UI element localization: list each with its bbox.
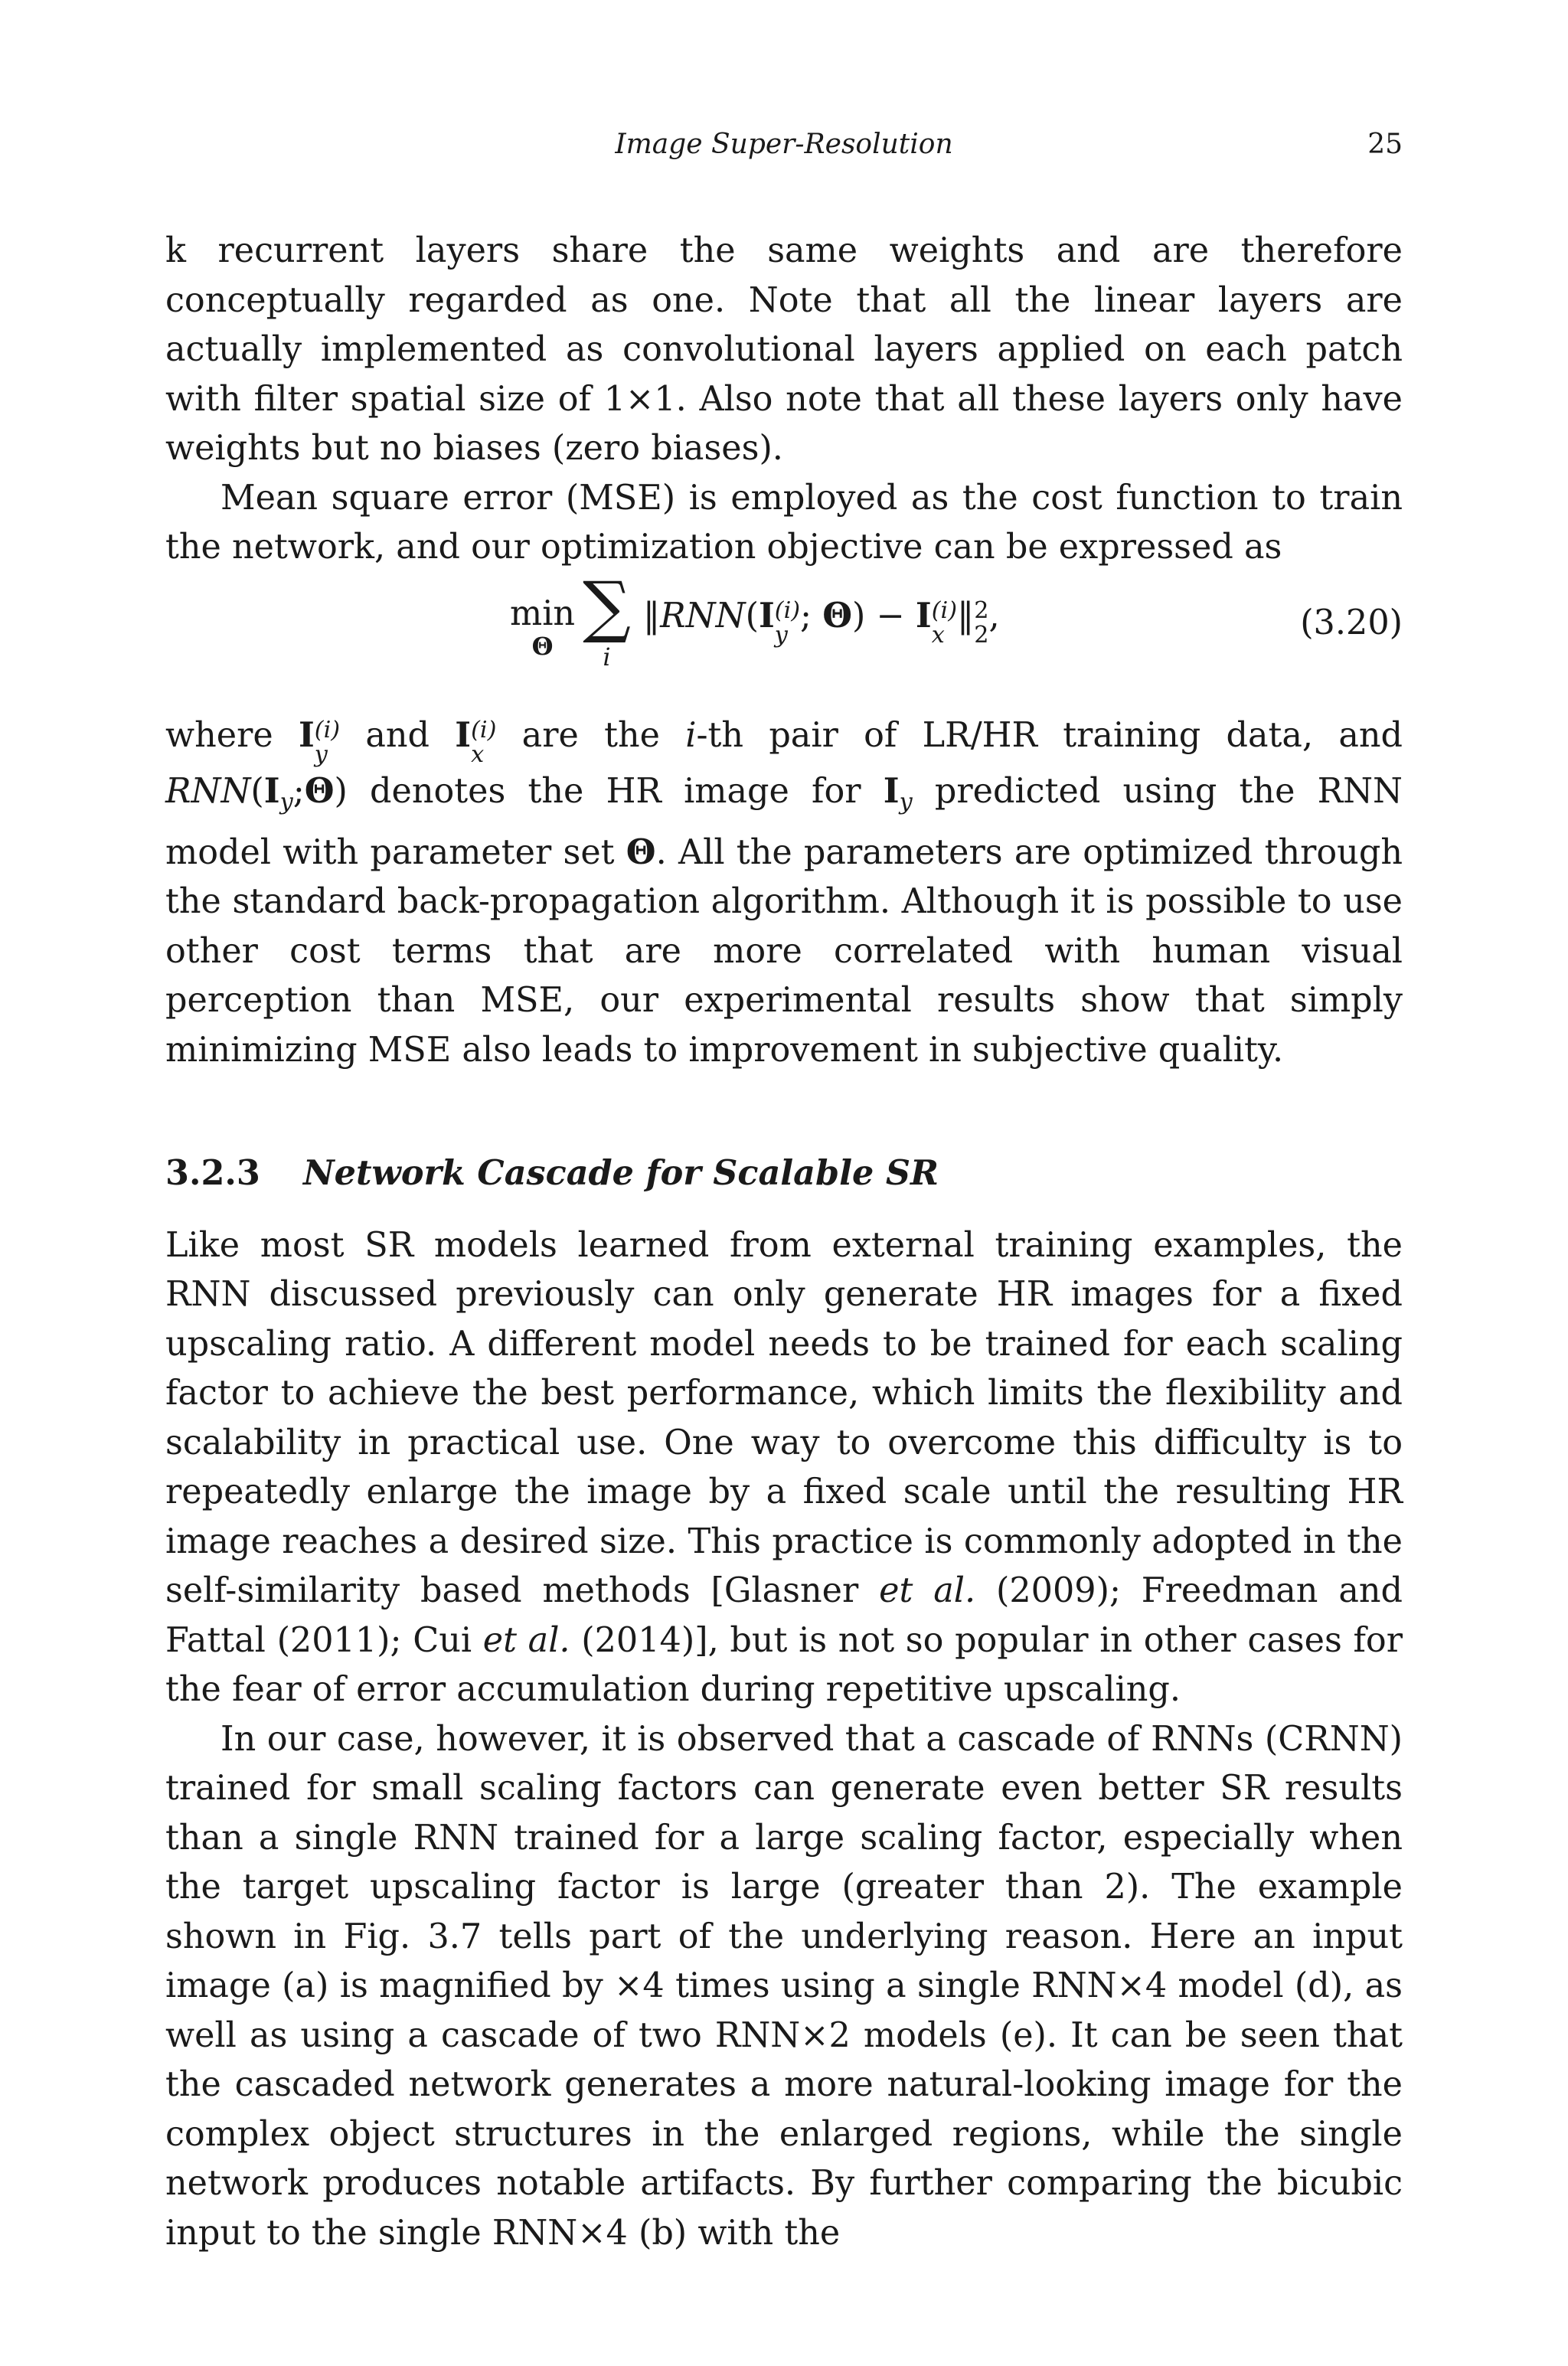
equation-number: (3.20) <box>1300 603 1403 642</box>
page-number: 25 <box>1367 129 1403 160</box>
sum-operator: ∑ i <box>583 566 631 672</box>
page-body <box>165 227 1403 2258</box>
equation-3-20 <box>165 566 1403 711</box>
running-header <box>165 129 1403 172</box>
section-title: Network Cascade for Scalable SR <box>303 1153 939 1194</box>
paragraph-4: Like most SR models learned from external training examples, the RNN discussed previously can only generate HR images for a fixed upscaling ratio. A different model needs to be trained for each scaling factor to achieve the best performance, which limits the flexibility and scalability in practical use. One way to overcome this difficulty is to repeatedly enlarge the image by a fixed scale until the resulting HR image reaches a desired size. This practice is commonly adopted in the self-similarity based methods [Glasner et al. (2009); Freedman and Fattal (2011); Cui et al. (2014)], but is not so popular in other cases for the fear of error accumulation during repetitive upscaling. <box>165 1225 1403 1710</box>
section-heading <box>165 1149 1403 1198</box>
min-operator: min Θ <box>510 593 576 661</box>
paragraph-1: k recurrent layers share the same weights and are therefore conceptually regarded as one. Note that all the linear layers are actually implemented as convolutional layers applied on each patch with filter spatial size of 1×1. Also note that all these layers only have weights but no biases (zero biases). <box>165 231 1403 468</box>
paragraph-5: In our case, however, it is observed that a cascade of RNNs (CRNN) trained for small scaling factors can generate even better SR results than a single RNN trained for a large scaling factor, especially when the target upscaling factor is large (greater than 2). The example shown in Fig. 3.7 tells part of the underlying reason. Here an input image (a) is magnified by ×4 times using a single RNN×4 model (d), as well as using a cascade of two RNN×2 models (e). It can be seen that the cascaded network generates a more natural-looking image for the complex object structures in the enlarged regions, while the single network produces notable artifacts. By further comparing the bicubic input to the single RNN×4 (b) with the <box>165 1719 1403 2253</box>
equation-body <box>510 566 1000 711</box>
equation-expression: ‖RNN(I (i) y ; Θ) − I (i) x ‖ 2 2 , <box>642 595 1000 649</box>
paragraph-2: Mean square error (MSE) is employed as the cost function to train the network, and our optimization objective can be expressed as <box>165 478 1403 567</box>
running-title: Image Super-Resolution <box>615 129 953 160</box>
paragraph-3: where I (i) y and I (i) x are the i-th pair of LR/HR training data, and $RNN(I_y;\Theta)$ denotes the HR image for $I_y$ predicted using the RNN model with parameter set Θ. All the parameters are optimized through the standard back-propagation algorithm. Although it is possible to use other cost terms that are more correlated with human visual perception than MSE, our experimental results show that simply minimizing MSE also leads to improvement in subjective quality. <box>165 714 1403 1070</box>
section-number: 3.2.3 <box>165 1153 260 1194</box>
sigma-symbol: ∑ <box>583 566 631 645</box>
